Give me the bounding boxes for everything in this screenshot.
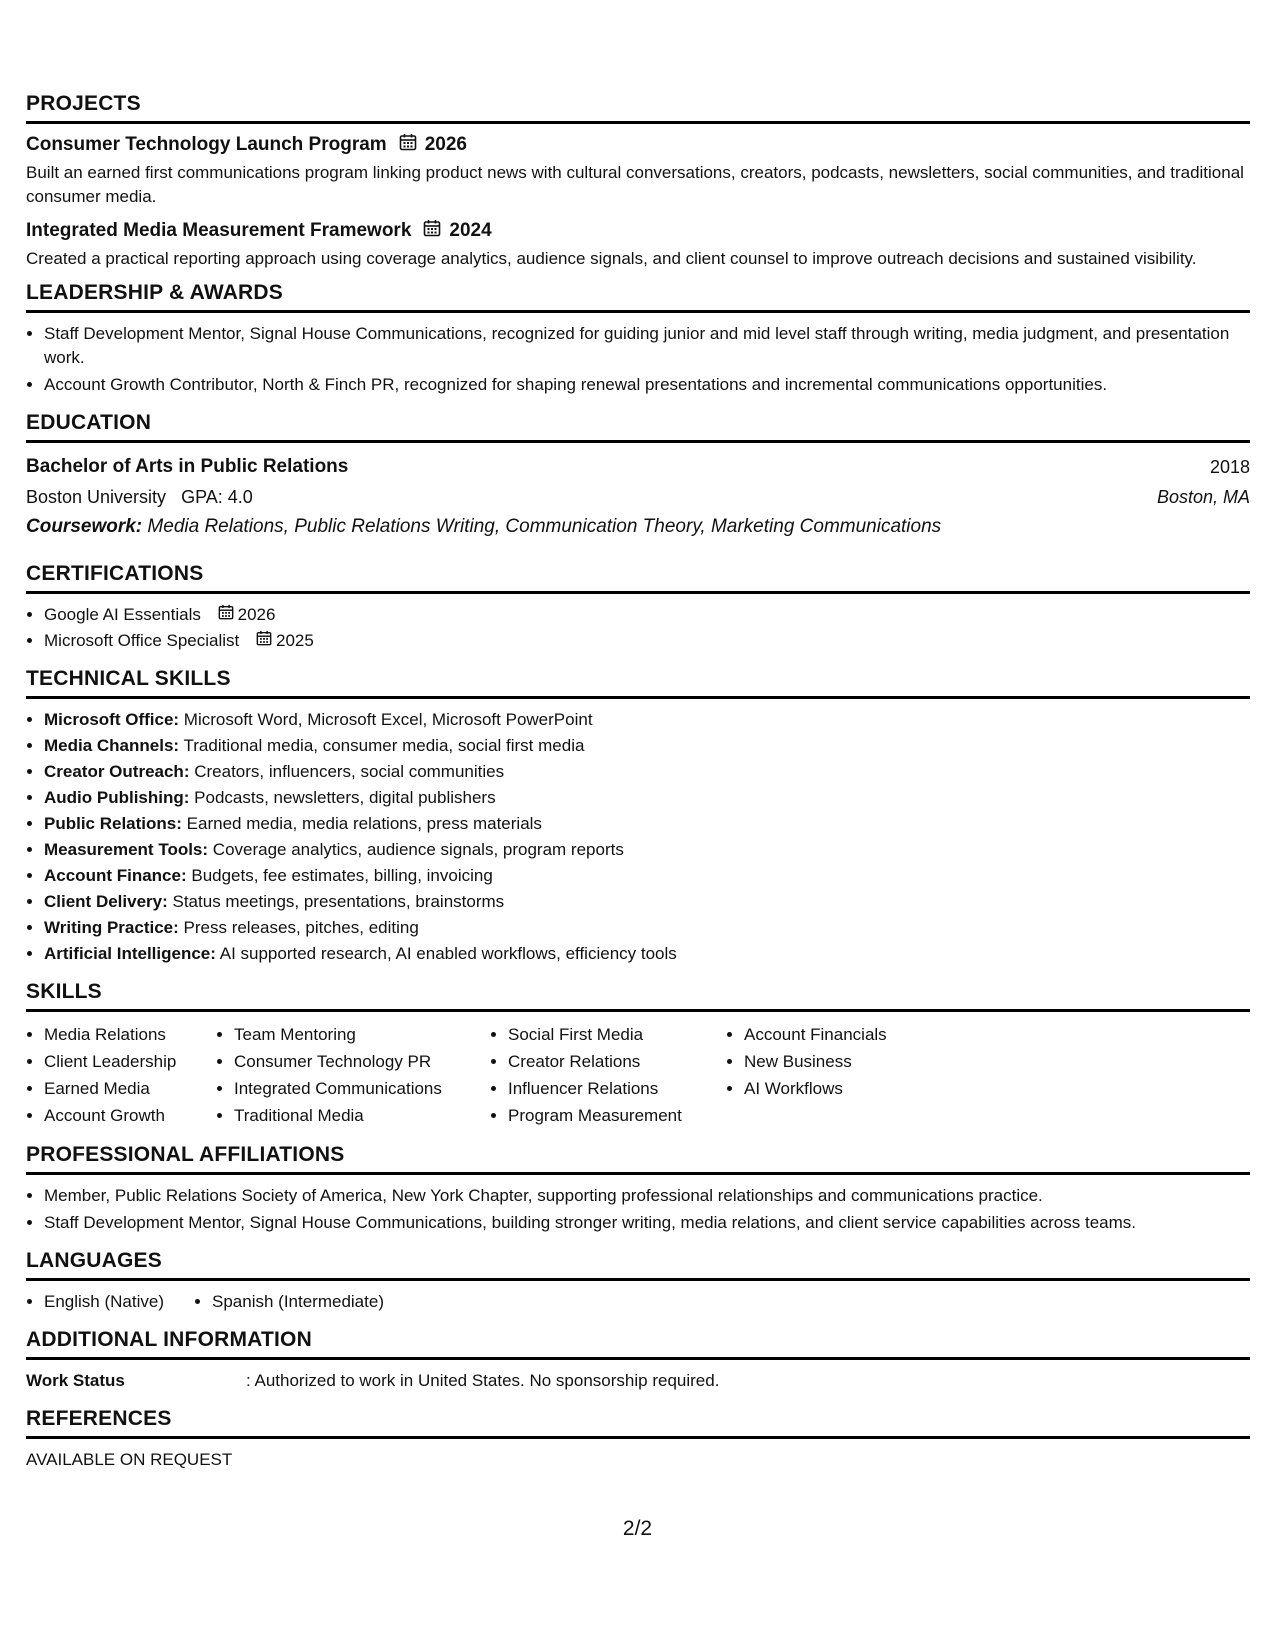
- list-item: • Member, Public Relations Society of America, New York Chapter, supporting professional relationships and communications practice.: [44, 1184, 1250, 1208]
- list-item: [44, 760, 1250, 784]
- skill-category: Account Finance:: [44, 866, 187, 885]
- degree: Bachelor of Arts in Public Relations: [26, 456, 349, 477]
- skill-values: Podcasts, newsletters, digital publishers: [194, 788, 496, 807]
- skill-category: Writing Practice:: [44, 918, 179, 937]
- list-item: • Account Financials: [744, 1021, 964, 1048]
- education-heading: EDUCATION: [26, 411, 1250, 443]
- list-item: [44, 864, 1250, 888]
- list-item: • Client Leadership: [44, 1048, 216, 1075]
- list-item: [44, 734, 1250, 758]
- skill-category: Microsoft Office:: [44, 710, 180, 729]
- gpa: GPA: 4.0: [181, 487, 253, 507]
- skill-values: Coverage analytics, audience signals, program reports: [212, 840, 624, 859]
- calendar-icon: [423, 219, 441, 243]
- work-status-value: : Authorized to work in United States. No sponsorship required.: [246, 1371, 720, 1390]
- certification-name: Google AI Essentials: [44, 605, 201, 624]
- skill-category: Artificial Intelligence:: [44, 944, 216, 963]
- references-text: AVAILABLE ON REQUEST: [26, 1450, 233, 1469]
- skill-values: Earned media, media relations, press materials: [186, 814, 542, 833]
- list-item: • Integrated Communications: [234, 1075, 490, 1102]
- list-item: • Program Measurement: [508, 1102, 726, 1129]
- projects-heading: PROJECTS: [26, 92, 1250, 124]
- work-status-label: Work Status: [26, 1371, 125, 1390]
- leadership-heading: LEADERSHIP & AWARDS: [26, 281, 1250, 313]
- skill-category: Measurement Tools:: [44, 840, 209, 859]
- list-item: • Team Mentoring: [234, 1021, 490, 1048]
- skill-values: Status meetings, presentations, brainstorms: [172, 892, 505, 911]
- project-description: Built an earned first communications program linking product news with cultural conversations, creators, podcasts, newsletters, social communities, and traditional consumer media.: [26, 163, 1244, 206]
- resume-page-2: [26, 92, 1250, 1486]
- skill-category: Client Delivery:: [44, 892, 168, 911]
- list-item: [44, 629, 1250, 653]
- skill-category: Media Channels:: [44, 736, 180, 755]
- skill-category: Public Relations:: [44, 814, 182, 833]
- list-item: [44, 890, 1250, 914]
- additional-info-heading: ADDITIONAL INFORMATION: [26, 1328, 1250, 1360]
- project-entry: [26, 219, 1250, 271]
- list-item: • Creator Relations: [508, 1048, 726, 1075]
- calendar-icon: [256, 629, 272, 653]
- technical-skills-heading: TECHNICAL SKILLS: [26, 667, 1250, 699]
- list-item: [44, 708, 1250, 732]
- list-item: • Account Growth: [44, 1102, 216, 1129]
- list-item: [44, 812, 1250, 836]
- list-item: [44, 603, 1250, 627]
- skill-values: AI supported research, AI enabled workflows, efficiency tools: [219, 944, 677, 963]
- list-item: • Spanish (Intermediate): [212, 1290, 452, 1314]
- certification-year: 2026: [237, 605, 276, 624]
- certifications-heading: CERTIFICATIONS: [26, 562, 1250, 594]
- graduation-year: 2018: [1209, 457, 1250, 477]
- references-heading: REFERENCES: [26, 1407, 1250, 1439]
- references-section: [26, 1407, 1250, 1472]
- skill-values: Traditional media, consumer media, social first media: [183, 736, 585, 755]
- skills-section: [26, 980, 1250, 1129]
- leadership-section: [26, 281, 1250, 397]
- school-name: Boston University: [26, 487, 167, 507]
- list-item: • AI Workflows: [744, 1075, 964, 1102]
- list-item: • Media Relations: [44, 1021, 216, 1048]
- affiliations-section: [26, 1143, 1250, 1235]
- list-item: • Consumer Technology PR: [234, 1048, 490, 1075]
- skill-category: Creator Outreach:: [44, 762, 190, 781]
- skill-values: Creators, influencers, social communities: [194, 762, 505, 781]
- list-item: • English (Native): [44, 1290, 194, 1314]
- skills-heading: SKILLS: [26, 980, 1250, 1012]
- project-name: Consumer Technology Launch Program: [26, 134, 387, 155]
- languages-heading: LANGUAGES: [26, 1249, 1250, 1281]
- project-name: Integrated Media Measurement Framework: [26, 220, 412, 241]
- skill-values: Budgets, fee estimates, billing, invoicing: [191, 866, 493, 885]
- list-item: • Social First Media: [508, 1021, 726, 1048]
- list-item: [44, 838, 1250, 862]
- coursework-list: Media Relations, Public Relations Writing, Communication Theory, Marketing Communications: [147, 516, 942, 537]
- technical-skills-section: [26, 667, 1250, 966]
- languages-section: [26, 1249, 1250, 1314]
- coursework: [26, 512, 1250, 542]
- list-item: • Staff Development Mentor, Signal House Communications, building stronger writing, media relations, and client service capabilities across teams.: [44, 1211, 1250, 1235]
- list-item: [44, 942, 1250, 966]
- list-item: [44, 786, 1250, 810]
- list-item: • New Business: [744, 1048, 964, 1075]
- calendar-icon: [218, 603, 234, 627]
- list-item: • Traditional Media: [234, 1102, 490, 1129]
- calendar-icon: [399, 133, 417, 157]
- list-item: • Account Growth Contributor, North & Finch PR, recognized for shaping renewal presentations and incremental communications opportunities.: [44, 373, 1250, 397]
- school-location: Boston, MA: [1156, 487, 1250, 507]
- certifications-section: [26, 562, 1250, 653]
- skill-category: Audio Publishing:: [44, 788, 190, 807]
- additional-info-section: [26, 1328, 1250, 1393]
- certification-year: 2025: [276, 631, 314, 650]
- skill-values: Press releases, pitches, editing: [183, 918, 419, 937]
- list-item: • Staff Development Mentor, Signal House Communications, recognized for guiding junior and mid level staff through writing, media judgment, and presentation work.: [44, 322, 1250, 370]
- list-item: [44, 916, 1250, 940]
- affiliations-heading: PROFESSIONAL AFFILIATIONS: [26, 1143, 1250, 1175]
- project-year: 2026: [424, 134, 467, 155]
- coursework-label: Coursework:: [26, 516, 143, 537]
- list-item: • Influencer Relations: [508, 1075, 726, 1102]
- certification-name: Microsoft Office Specialist: [44, 631, 240, 650]
- education-section: [26, 411, 1250, 542]
- list-item: • Earned Media: [44, 1075, 216, 1102]
- page-number: 2/2: [622, 1517, 653, 1540]
- project-entry: [26, 133, 1250, 209]
- project-year: 2024: [449, 220, 492, 241]
- projects-section: [26, 92, 1250, 271]
- project-description: Created a practical reporting approach using coverage analytics, audience signals, and client counsel to improve outreach decisions and sustained visibility.: [26, 249, 1197, 268]
- skill-values: Microsoft Word, Microsoft Excel, Microsoft PowerPoint: [183, 710, 593, 729]
